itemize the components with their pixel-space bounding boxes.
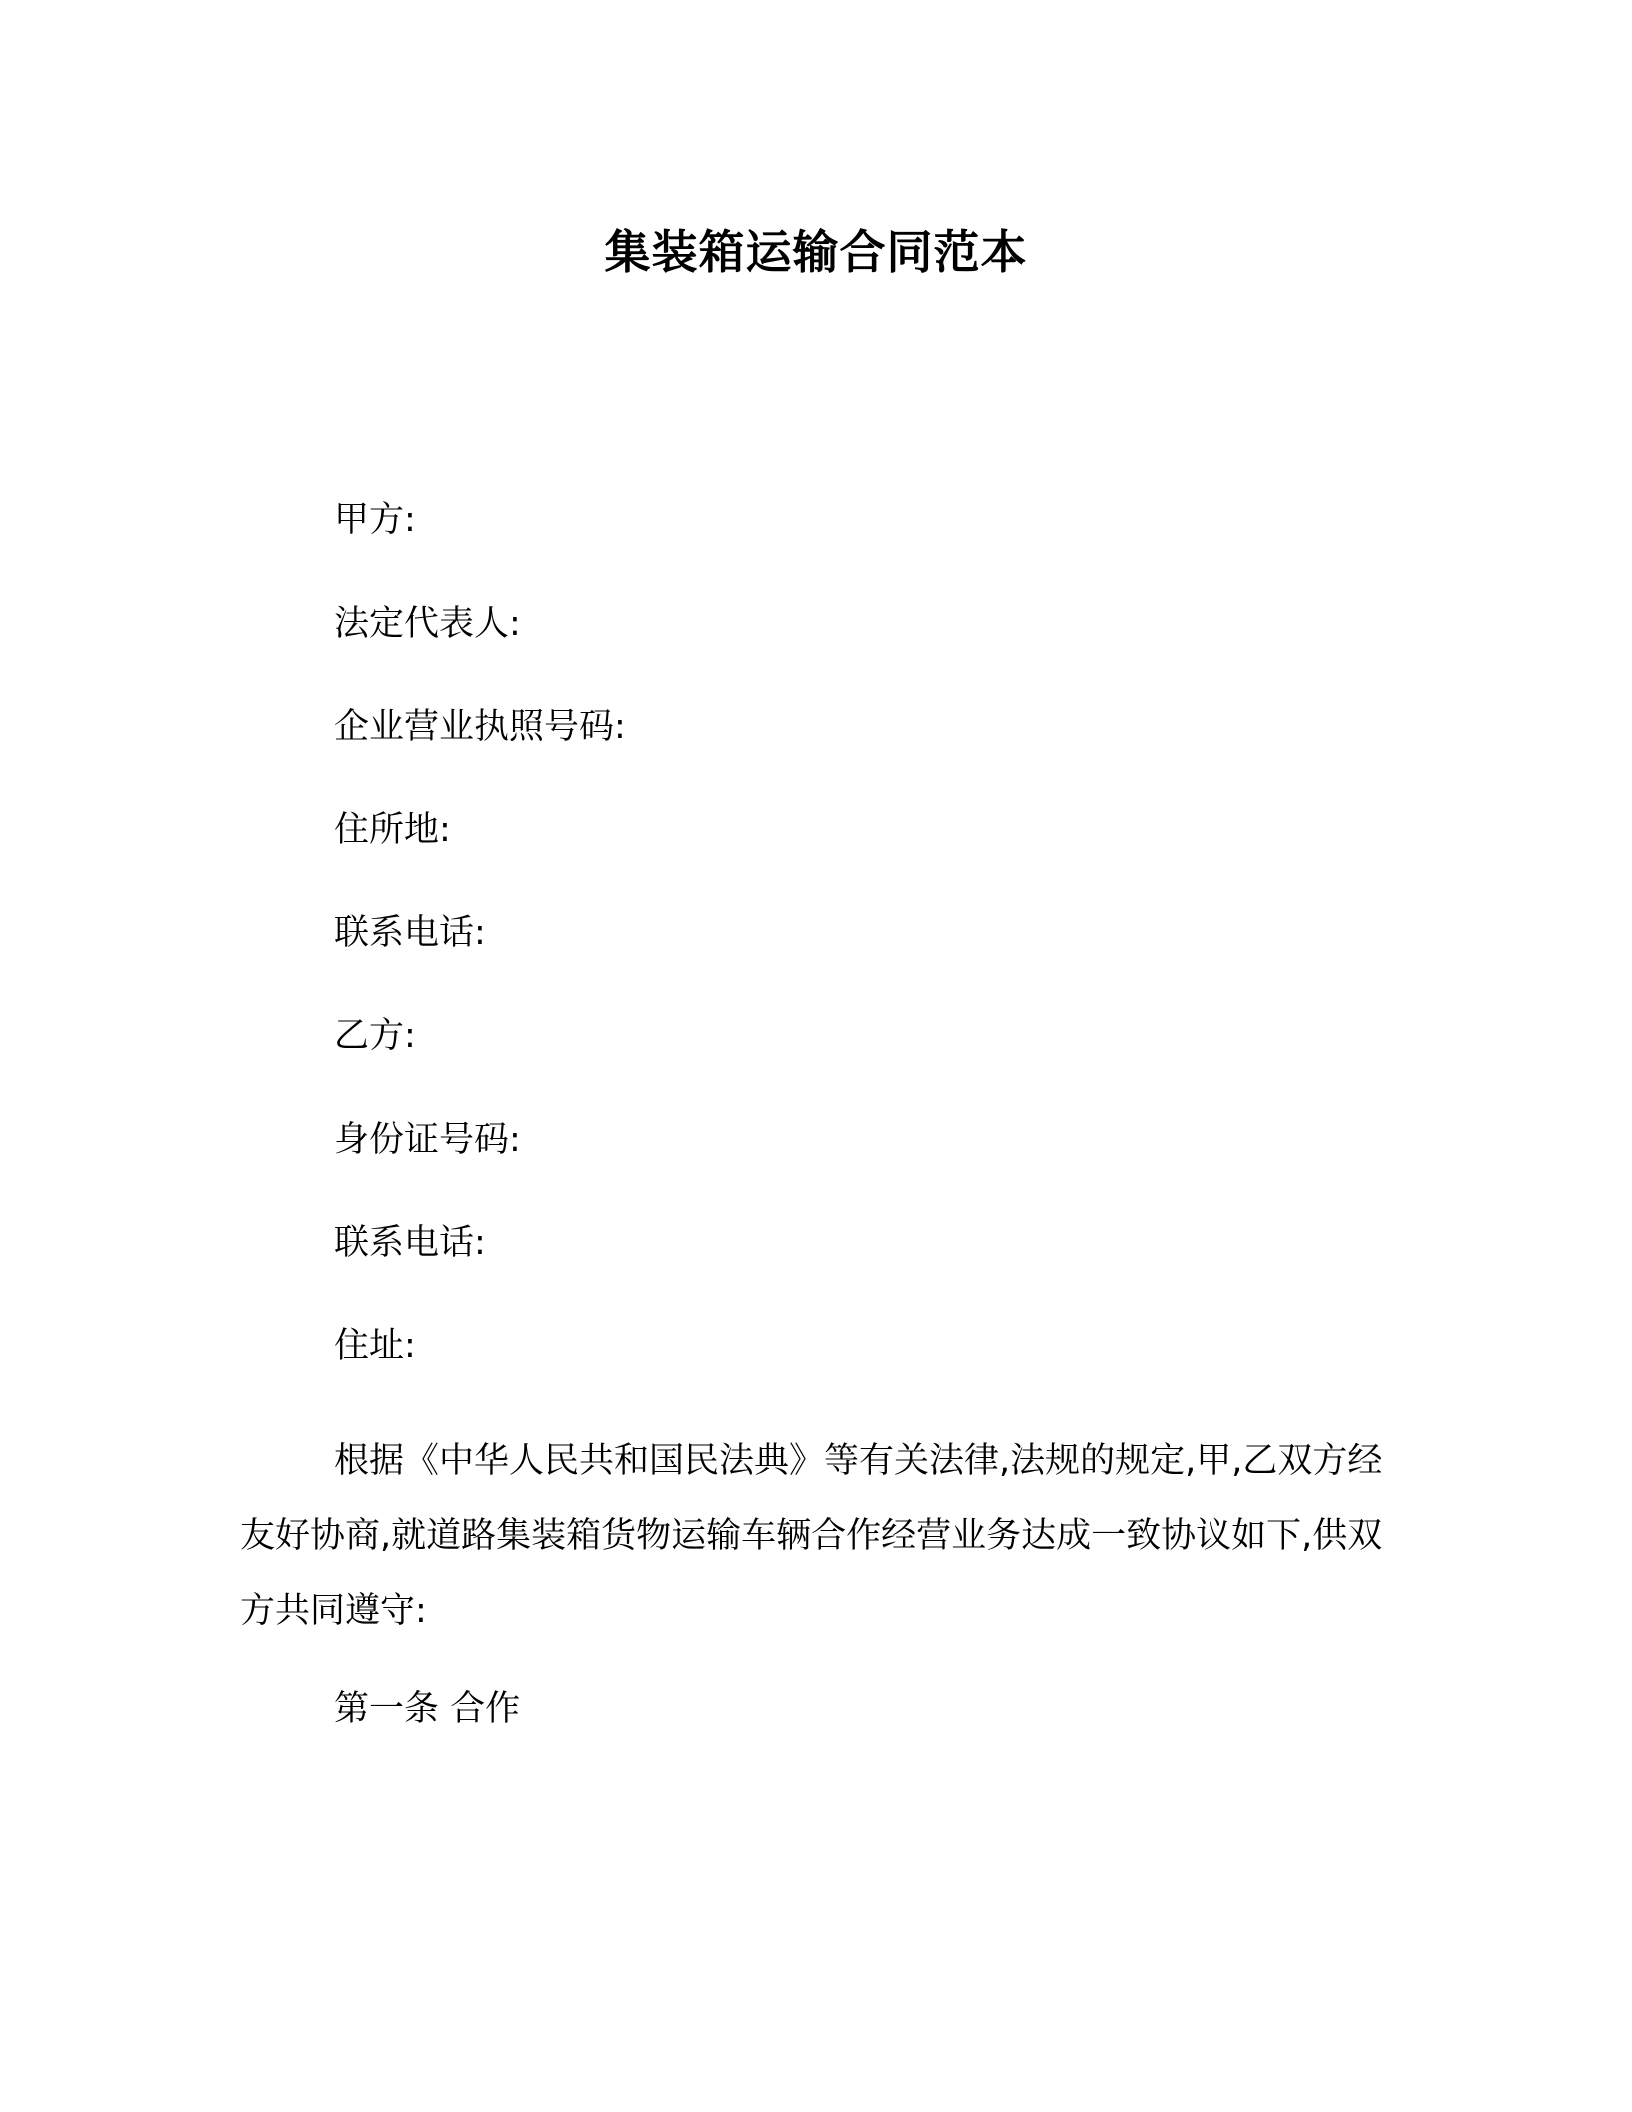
article-1-heading: 第一条 合作 [334, 1689, 521, 1729]
preamble-paragraph: 根据《中华人民共和国民法典》等有关法律,法规的规定,甲,乙双方经友好协商,就道路集装箱货物运输车辆合作经营业务达成一致协议如下,供双方共同遵守: [240, 1441, 1383, 1631]
party-a-legal-rep-label: 法定代表人: [334, 604, 521, 644]
party-b-id-label: 身份证号码: [334, 1120, 521, 1160]
party-a-address-label: 住所地: [334, 810, 451, 850]
party-a-name-label: 甲方: [334, 500, 416, 540]
party-a-phone-label: 联系电话: [334, 913, 486, 953]
party-b-address-label: 住址: [334, 1326, 416, 1366]
party-b-name-label: 乙方: [334, 1016, 416, 1056]
party-a-license-label: 企业营业执照号码: [334, 707, 626, 747]
document-title: 集装箱运输合同范本 [604, 225, 1028, 279]
party-b-phone-label: 联系电话: [334, 1223, 486, 1263]
